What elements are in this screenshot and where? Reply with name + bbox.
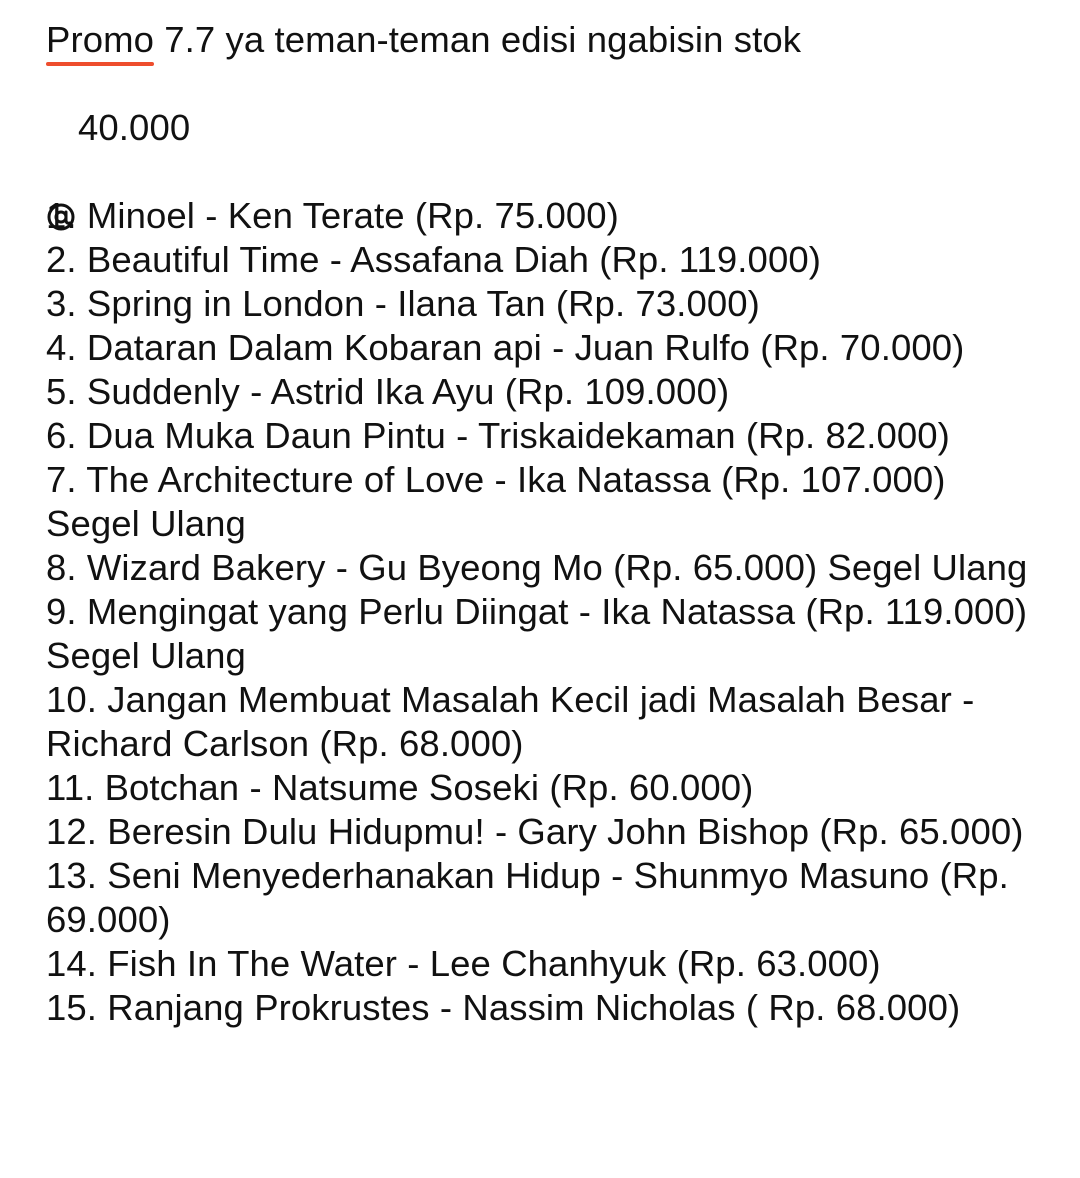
headline-rest: 7.7 ya teman-teman edisi ngabisin stok [154,19,802,60]
spacer [46,150,1046,194]
price-value: 40.000 [78,107,191,148]
list-item: 1. Minoel - Ken Terate (Rp. 75.000) [46,195,619,236]
list-item: 11. Botchan - Natsume Soseki (Rp. 60.000) [46,767,754,808]
threads-at-icon [46,114,76,144]
post-headline [46,18,1046,62]
price-line [46,106,1046,150]
post-text [46,18,1046,1030]
list-item: 5. Suddenly - Astrid Ika Ayu (Rp. 109.000) [46,371,730,412]
list-item: 2. Beautiful Time - Assafana Diah (Rp. 119.000) [46,239,821,280]
list-item: 9. Mengingat yang Perlu Diingat - Ika Natassa (Rp. 119.000) Segel Ulang [46,591,1028,676]
list-item: 10. Jangan Membuat Masalah Kecil jadi Masalah Besar - Richard Carlson (Rp. 68.000) [46,679,975,764]
list-item: 13. Seni Menyederhanakan Hidup - Shunmyo Masuno (Rp. 69.000) [46,855,1009,940]
list-item: 7. The Architecture of Love - Ika Natassa (Rp. 107.000) Segel Ulang [46,459,946,544]
book-list [46,194,1046,1030]
spacer [46,62,1046,106]
list-item: 8. Wizard Bakery - Gu Byeong Mo (Rp. 65.000) Segel Ulang [46,547,1028,588]
list-item: 6. Dua Muka Daun Pintu - Triskaidekaman (Rp. 82.000) [46,415,950,456]
list-item: 12. Beresin Dulu Hidupmu! - Gary John Bishop (Rp. 65.000) [46,811,1024,852]
promo-link[interactable]: Promo [46,19,155,60]
list-item: 4. Dataran Dalam Kobaran api - Juan Rulfo (Rp. 70.000) [46,327,965,368]
list-item: 3. Spring in London - Ilana Tan (Rp. 73.000) [46,283,760,324]
list-item: 15. Ranjang Prokrustes - Nassim Nicholas ( Rp. 68.000) [46,987,961,1028]
list-item: 14. Fish In The Water - Lee Chanhyuk (Rp. 63.000) [46,943,881,984]
